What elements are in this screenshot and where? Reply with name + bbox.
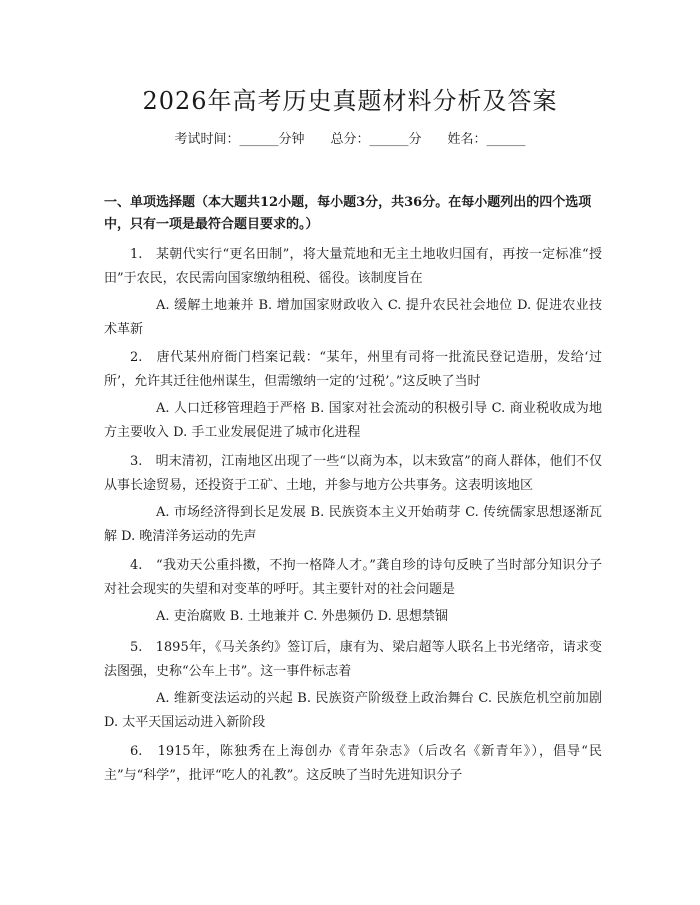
question-3-stem: 3. 明末清初，江南地区出现了一些“以商为本，以末致富”的商人群体，他们不仅从事长途贸易，还投资于工矿、土地，并参与地方公共事务。这表明该地区 <box>104 454 602 493</box>
section-heading: 一、单项选择题（本大题共12小题，每小题3分，共36分。在每小题列出的四个选项中，只有一项是最符合题目要求的。） <box>104 195 592 232</box>
question-1-options: A. 缓解土地兼并 B. 增加国家财政收入 C. 提升农民社会地位 D. 促进农业技术革新 <box>104 298 602 337</box>
exam-info-line: 考试时间：______分钟 总分：______分 姓名：______ <box>174 132 526 147</box>
question-2-stem: 2. 唐代某州府衙门档案记载：“某年，州里有司将一批流民登记造册，发给‘过所’，允许其迁往他州谋生，但需缴纳一定的‘过税’。”这反映了当时 <box>104 350 602 389</box>
question-2-options: A. 人口迁移管理趋于严格 B. 国家对社会流动的积极引导 C. 商业税收成为地方主要收入 D. 手工业发展促进了城市化进程 <box>104 401 602 440</box>
question-4-options: A. 吏治腐败 B. 土地兼并 C. 外患频仍 D. 思想禁锢 <box>156 609 448 624</box>
question-1-stem: 1. 某朝代实行“更名田制”，将大量荒地和无主土地收归国有，再按一定标准“授田”于农民，农民需向国家缴纳租税、徭役。该制度旨在 <box>104 247 602 286</box>
question-4-stem: 4. “我劝天公重抖擞，不拘一格降人才。”龚自珍的诗句反映了当时部分知识分子对社会现实的失望和对变革的呼吁。其主要针对的社会问题是 <box>104 558 602 597</box>
question-6-stem: 6. 1915年，陈独秀在上海创办《青年杂志》（后改名《新青年》），倡导“民主”与“科学”，批评“吃人的礼教”。这反映了当时先进知识分子 <box>104 744 602 783</box>
question-3-options: A. 市场经济得到长足发展 B. 民族资本主义开始萌芽 C. 传统儒家思想逐渐瓦解 D. 晚清洋务运动的先声 <box>104 505 602 544</box>
document-title: 2026年高考历史真题材料分析及答案 <box>142 87 558 115</box>
question-5-stem: 5. 1895年，《马关条约》签订后，康有为、梁启超等人联名上书光绪帝，请求变法图强，史称“公车上书”。这一事件标志着 <box>104 640 602 679</box>
question-5-options: A. 维新变法运动的兴起 B. 民族资产阶级登上政治舞台 C. 民族危机空前加剧 D. 太平天国运动进入新阶段 <box>104 691 602 730</box>
